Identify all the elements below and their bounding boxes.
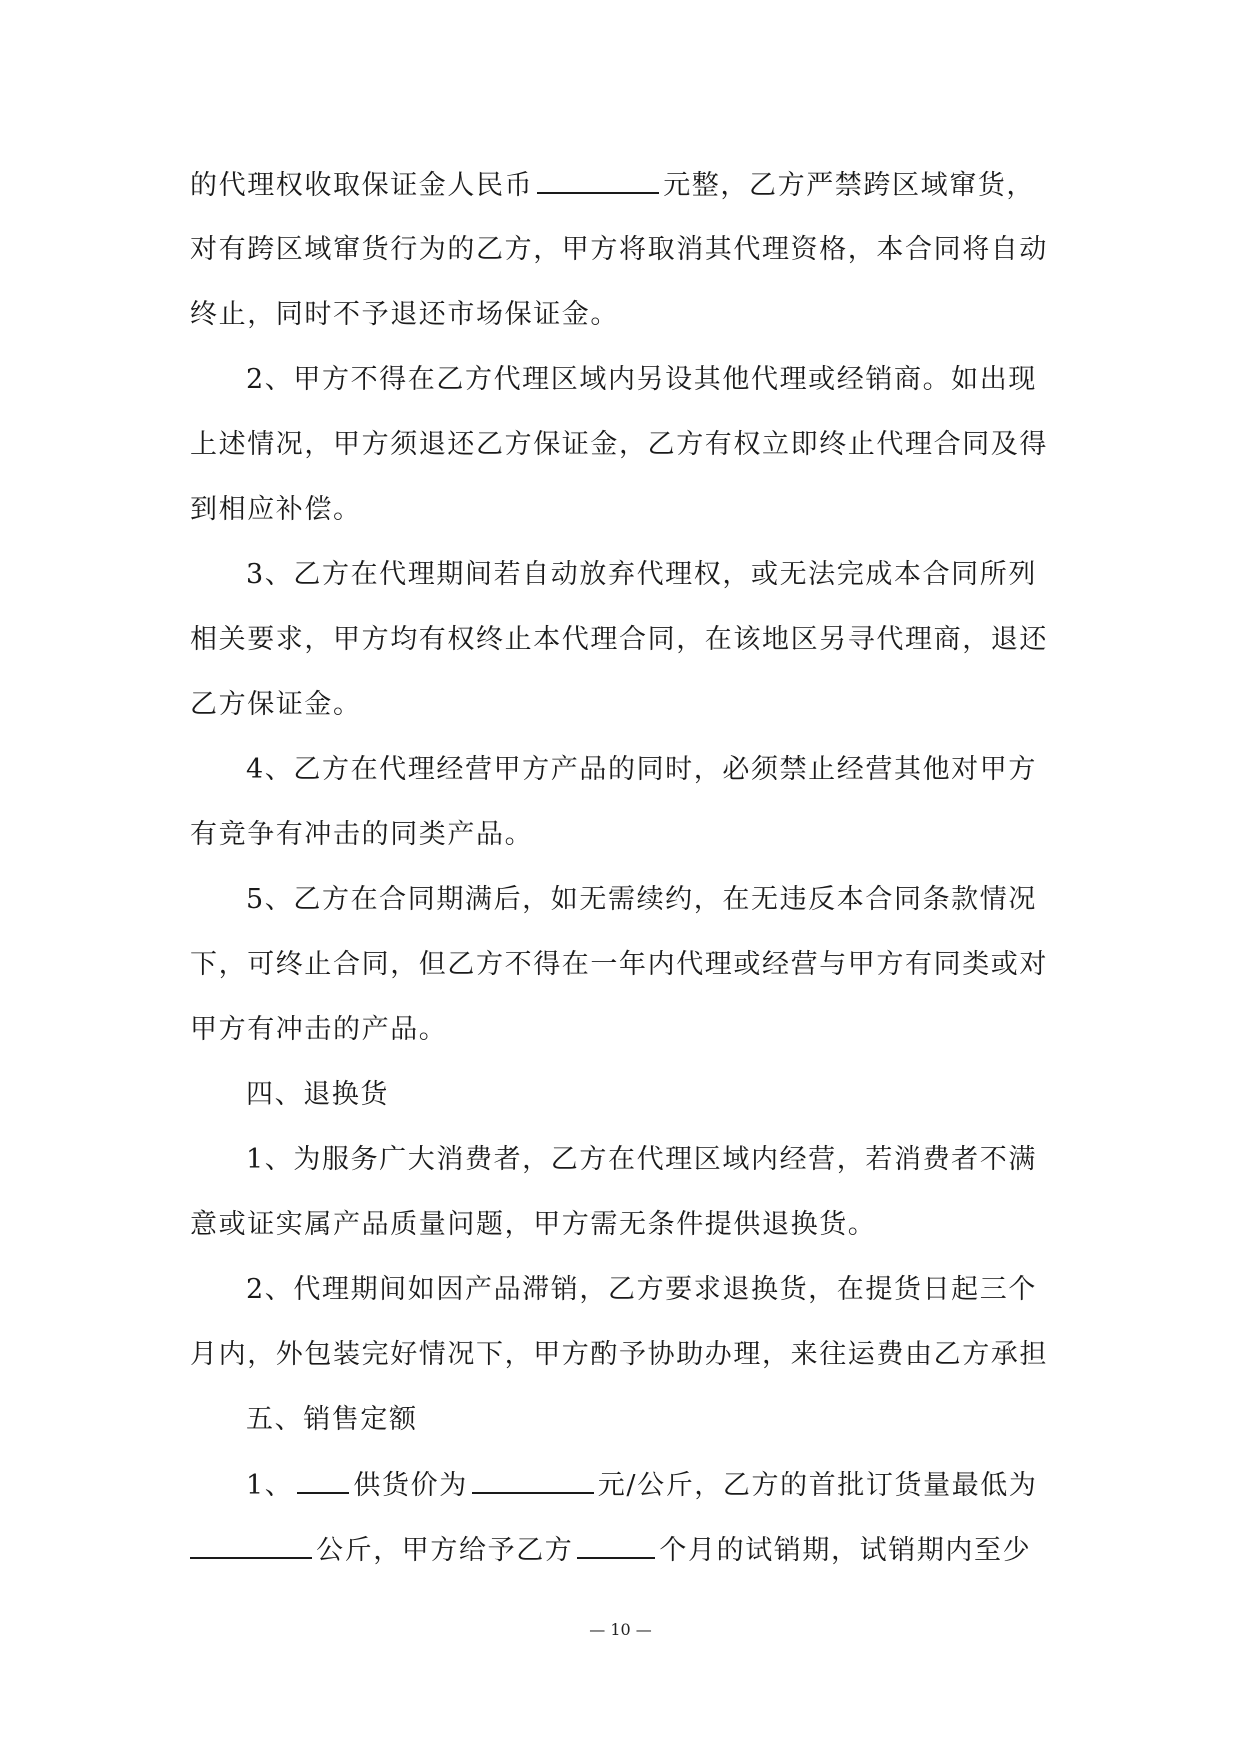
paragraph-line: 终止，同时不予退还市场保证金。 bbox=[190, 299, 619, 330]
blank-product bbox=[297, 1458, 349, 1494]
paragraph-line: 甲方有冲击的产品。 bbox=[190, 1014, 448, 1045]
document-body bbox=[190, 158, 1060, 1588]
clause-2-line: 2、甲方不得在乙方代理区域内另设其他代理或经销商。如出现 bbox=[246, 364, 1037, 395]
quota-clause-1-line: 1、 供货价为 元/公斤，乙方的首批订货量最低为 bbox=[190, 1458, 1060, 1523]
paragraph-line: 公斤，甲方给予乙方 个月的试销期，试销期内至少 bbox=[190, 1523, 1060, 1588]
paragraph-line: 的代理权收取保证金人民币 元整，乙方严禁跨区域窜货， bbox=[190, 158, 1060, 223]
paragraph-line: 到相应补偿。 bbox=[190, 494, 362, 525]
paragraph-line: 月内，外包装完好情况下，甲方酌予协助办理，来往运费由乙方承担 bbox=[190, 1339, 1048, 1370]
paragraph-line: 对有跨区域窜货行为的乙方，甲方将取消其代理资格，本合同将自动 bbox=[190, 234, 1048, 265]
blank-deposit-amount bbox=[537, 158, 659, 194]
paragraph-line: 上述情况，甲方须退还乙方保证金，乙方有权立即终止代理合同及得 bbox=[190, 429, 1048, 460]
blank-order-quantity bbox=[190, 1523, 312, 1559]
returns-clause-1-line: 1、为服务广大消费者，乙方在代理区域内经营，若消费者不满 bbox=[246, 1144, 1037, 1175]
paragraph-line: 相关要求，甲方均有权终止本代理合同，在该地区另寻代理商，退还 bbox=[190, 624, 1048, 655]
paragraph-line: 下，可终止合同，但乙方不得在一年内代理或经营与甲方有同类或对 bbox=[190, 949, 1048, 980]
section-heading-returns: 四、退换货 bbox=[246, 1079, 389, 1110]
clause-4-line: 4、乙方在代理经营甲方产品的同时，必须禁止经营其他对甲方 bbox=[246, 754, 1037, 785]
section-heading-sales-quota: 五、销售定额 bbox=[246, 1404, 418, 1435]
returns-clause-2-line: 2、代理期间如因产品滞销，乙方要求退换货，在提货日起三个 bbox=[246, 1274, 1037, 1305]
clause-3-line: 3、乙方在代理期间若自动放弃代理权，或无法完成本合同所列 bbox=[246, 559, 1037, 590]
paragraph-line: 意或证实属产品质量问题，甲方需无条件提供退换货。 bbox=[190, 1209, 877, 1240]
blank-trial-months bbox=[577, 1523, 655, 1559]
page-number: — 10 — bbox=[589, 1620, 652, 1639]
paragraph-line: 有竞争有冲击的同类产品。 bbox=[190, 819, 534, 850]
blank-price bbox=[472, 1458, 594, 1494]
clause-5-line: 5、乙方在合同期满后，如无需续约，在无违反本合同条款情况 bbox=[246, 884, 1037, 915]
paragraph-line: 乙方保证金。 bbox=[190, 689, 362, 720]
